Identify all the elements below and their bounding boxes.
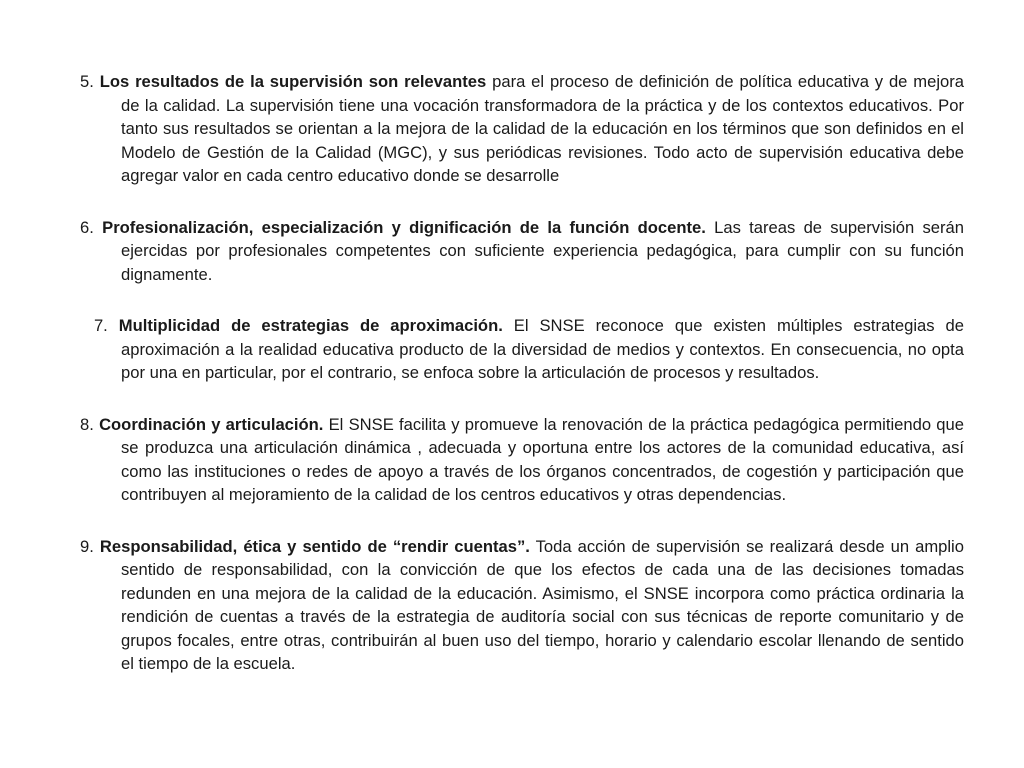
principle-item-8	[80, 413, 964, 507]
principle-item-5	[80, 70, 964, 188]
item-number: 6.	[80, 217, 94, 237]
item-number: 9.	[80, 536, 94, 556]
item-title: Multiplicidad de estrategias de aproximación.	[118, 316, 503, 335]
principle-item-6	[80, 216, 964, 287]
item-number: 8.	[80, 414, 94, 434]
item-title: Profesionalización, especialización y dignificación de la función docente.	[102, 217, 706, 237]
item-body: Toda acción de supervisión se realizará desde un amplio sentido de responsabilidad, con la convicción de que los efectos de cada una de las decisiones tomadas redunden en una mejora de la calidad de la educación. Asimismo, el SNSE incorpora como práctica ordinaria la rendición de cuentas a través de la estrategia de auditoría social con sus técnicas de reporte comunitario y de grupos focales, entre otras, contribuirán al buen uso del tiempo, horario y calendario escolar llenando de sentido el tiempo de la escuela.	[121, 536, 964, 673]
item-title: Responsabilidad, ética y sentido de “rendir cuentas”.	[99, 536, 530, 556]
item-body: Las tareas de supervisión serán ejercidas por profesionales competentes con suficiente experiencia pedagógica, para cumplir con su función dignamente.	[121, 217, 965, 284]
principle-item-7	[80, 314, 964, 385]
item-title: Coordinación y articulación.	[99, 414, 324, 434]
item-number: 7.	[93, 316, 108, 335]
item-body: para el proceso de definición de política educativa y de mejora de la calidad. La supervisión tiene una vocación transformadora de la práctica y de los contextos educativos. Por tanto sus resultados se orientan a la mejora de la calidad de la educación en los términos que son definidos en el Modelo de Gestión de la Calidad (MGC), y sus periódicas revisiones. Todo acto de supervisión educativa debe agregar valor en cada centro educativo donde se desarrolle	[121, 72, 964, 185]
item-title: Los resultados de la supervisión son relevantes	[99, 72, 487, 91]
slide-content	[80, 70, 964, 676]
item-body: El SNSE facilita y promueve la renovación de la práctica pedagógica permitiendo que se produzca una articulación dinámica , adecuada y oportuna entre los actores de la comunidad educativa, así como las instituciones o redes de apoyo a través de los órganos concentrados, de cogestión y participación que contribuyen al mejoramiento de la calidad de los centros educativos y otras dependencias.	[121, 414, 964, 504]
principle-item-9	[80, 535, 964, 676]
item-number: 5.	[80, 72, 94, 91]
item-body: El SNSE reconoce que existen múltiples estrategias de aproximación a la realidad educativa producto de la diversidad de medios y contextos. En consecuencia, no opta por una en particular, por el contrario, se enfoca sobre la articulación de procesos y resultados.	[121, 316, 964, 382]
